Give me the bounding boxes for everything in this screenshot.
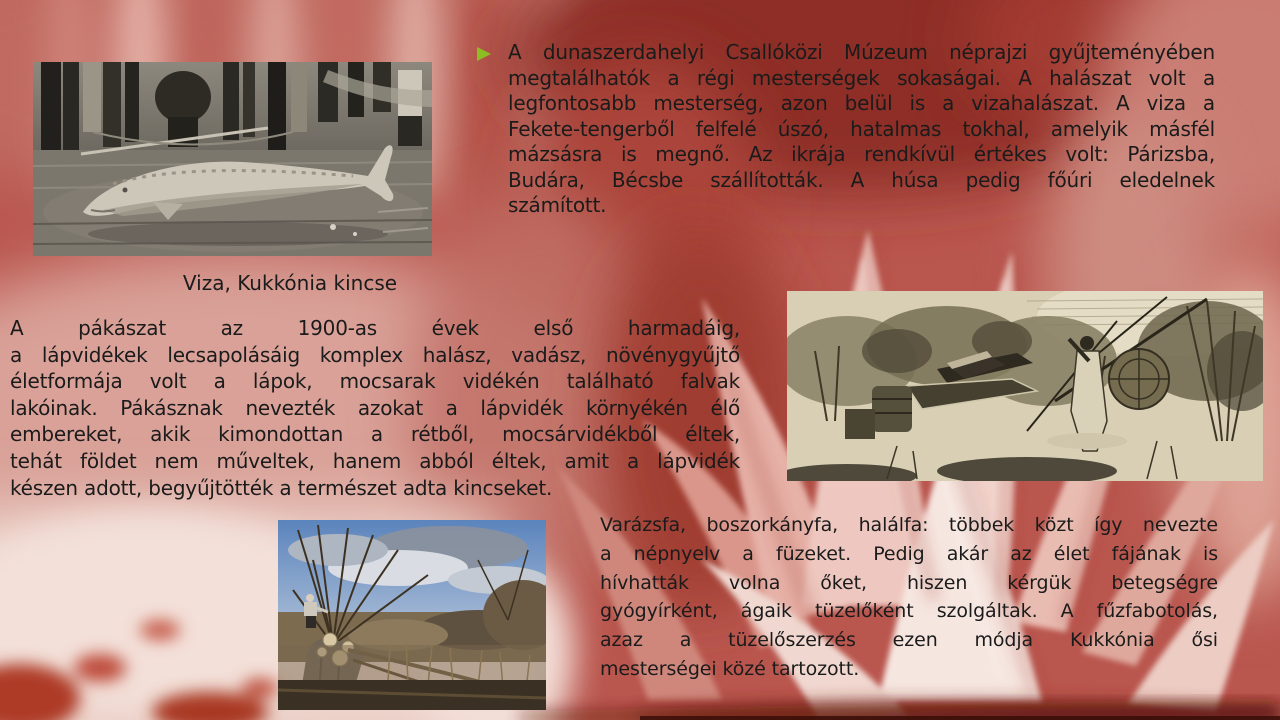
- text-line: gyógyírként, ágaik tüzelőként szolgáltak. A fűzfabotolás,: [600, 600, 1218, 623]
- text-line: készen adott, begyűjtötték a természet adta kincseket.: [10, 475, 553, 500]
- text-line: mesterségei közé tartozott.: [600, 657, 860, 680]
- text-line: A dunaszerdahelyi Csallóközi Múzeum néprajzi gyűjteményében: [508, 40, 1215, 64]
- museum-paragraph: [470, 40, 1215, 219]
- viza-photo-caption: Viza, Kukkónia kincse: [182, 271, 398, 295]
- text-line: embereket, akik kimondottan a rétből, mocsárvidékből éltek,: [10, 422, 740, 447]
- text-line: mázsásra is megnő. Az ikrája rendkívül értékes volt: Párizsba,: [508, 142, 1215, 166]
- text-line: a lápvidékek lecsapolásáig komplex halász, vadász, növénygyűjtő: [10, 342, 740, 367]
- viza-photo: [33, 62, 432, 256]
- text-line: megtalálhatók a régi mesterségek sokaságai. A halászat volt a: [508, 65, 1215, 90]
- text-line: Budára, Bécsbe szállították. A húsa pedig főúri eledelnek: [508, 167, 1215, 192]
- text-line: hívhatták volna őket, hiszen kérgük betegségre: [600, 571, 1218, 594]
- text-line: azaz a tüzelőszerzés ezen módja Kukkónia ősi: [600, 629, 1218, 652]
- text-line: Fekete-tengerből felfelé úszó, hatalmas tokhal, amelyik másfél: [508, 116, 1215, 141]
- text-line: a népnyelv a füzeket. Pedig akár az élet fájának is: [600, 542, 1218, 565]
- text-line: A pákászat az 1900-as évek első harmadáig,: [10, 316, 740, 340]
- text-line: életformája volt a lápok, mocsarak vidékén található falvak: [10, 369, 740, 394]
- text-line: Varázsfa, boszorkányfa, halálfa: többek közt így nevezte: [600, 514, 1218, 536]
- pakasz-illustration: [787, 291, 1263, 481]
- pakaszat-paragraph: [10, 315, 740, 501]
- bullet-triangle-icon: [477, 47, 491, 61]
- willow-photo: [278, 520, 546, 710]
- text-line: tehát földet nem műveltek, hanem abból éltek, amit a lápvidék: [10, 448, 740, 473]
- text-line: lakóinak. Pákásznak nevezték azokat a lápvidék környékén élő: [10, 395, 740, 420]
- text-line: legfontosabb mesterség, azon belül is a vizahalászat. A viza a: [508, 91, 1215, 115]
- museum-paragraph-text: [508, 40, 1215, 219]
- text-line: számított.: [508, 193, 607, 217]
- fuzfa-paragraph: [600, 511, 1218, 684]
